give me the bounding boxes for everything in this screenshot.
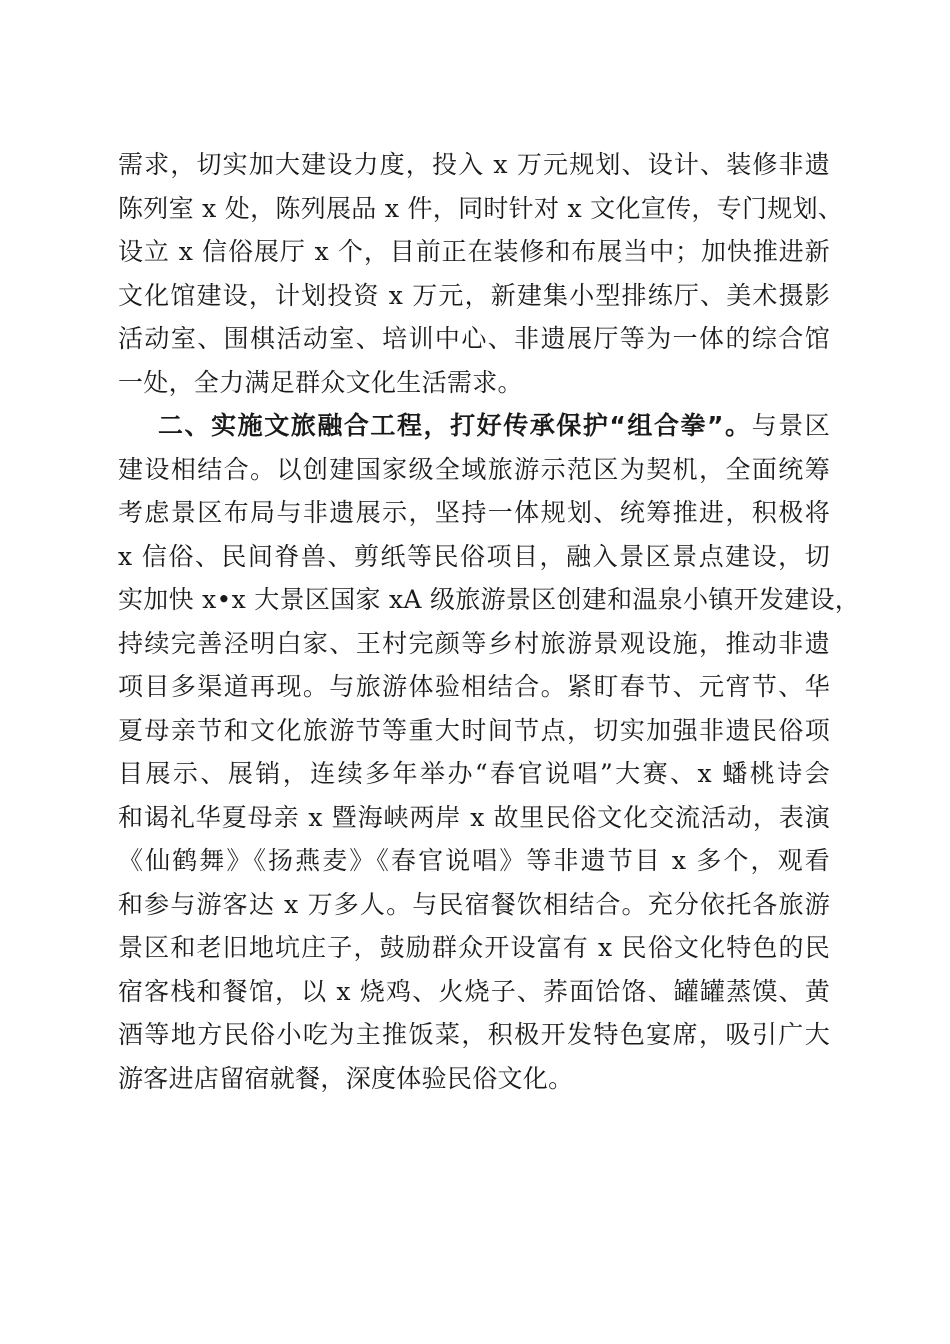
- paragraph-line: 夏母亲节和文化旅游节等重大时间节点，切实加强非遗民俗项: [118, 715, 830, 745]
- paragraph-line: 游客进店留宿就餐，深度体验民俗文化。: [118, 1063, 574, 1093]
- paragraph-line: 一处，全力满足群众文化生活需求。: [118, 367, 523, 397]
- paragraph-line: 和谒礼华夏母亲 x 暨海峡两岸 x 故里民俗文化交流活动，表演: [118, 802, 830, 832]
- paragraph-line: 持续完善泾明白家、王村完颜等乡村旅游景观设施，推动非遗: [118, 628, 830, 658]
- paragraph-line: 和参与游客达 x 万多人。与民宿餐饮相结合。充分依托各旅游: [118, 889, 830, 919]
- paragraph-line: 考虑景区布局与非遗展示，坚持一体规划、统筹推进，积极将: [118, 498, 830, 527]
- paragraph-line: 陈列室 x 处，陈列展品 x 件，同时针对 x 文化宣传，专门规划、: [118, 193, 844, 223]
- paragraph-line: 设立 x 信俗展厅 x 个，目前正在装修和布展当中；加快推进新: [118, 237, 830, 266]
- section-heading: 二、实施文旅融合工程，打好传承保护“组合拳”。: [158, 411, 752, 440]
- paragraph-line: 活动室、围棋活动室、培训中心、非遗展厅等为一体的综合馆: [118, 324, 830, 353]
- paragraph-line: 景区和老旧地坑庄子，鼓励群众开设富有 x 民俗文化特色的民: [118, 933, 830, 962]
- paragraph-line: 需求，切实加大建设力度，投入 x 万元规划、设计、装修非遗: [118, 150, 830, 179]
- section-heading-line: [118, 404, 830, 448]
- paragraph-line: x 信俗、民间脊兽、剪纸等民俗项目，融入景区景点建设，切: [118, 541, 830, 571]
- paragraph-2: [118, 404, 861, 1100]
- paragraph-line: 宿客栈和餐馆，以 x 烧鸡、火烧子、荞面饸饹、罐罐蒸馍、黄: [118, 976, 830, 1006]
- paragraph-line: 《仙鹤舞》《扬燕麦》《春官说唱》等非遗节目 x 多个，观看: [118, 846, 830, 875]
- paragraph-line: 文化馆建设，计划投资 x 万元，新建集小型排练厅、美术摄影: [118, 280, 830, 310]
- document-body: [118, 143, 861, 1100]
- paragraph-line: 目展示、展销，连续多年举办“春官说唱”大赛、x 蟠桃诗会: [118, 759, 830, 788]
- paragraph-line: 项目多渠道再现。与旅游体验相结合。紧盯春节、元宵节、华: [118, 672, 830, 701]
- paragraph-1: [118, 143, 844, 404]
- paragraph-line: 酒等地方民俗小吃为主推饭菜，积极开发特色宴席，吸引广大: [118, 1020, 830, 1049]
- paragraph-line: 建设相结合。以创建国家级全域旅游示范区为契机，全面统筹: [118, 454, 830, 484]
- heading-line-rest: 与景区: [751, 411, 831, 440]
- paragraph-line: 实加快 x•x 大景区国家 xA 级旅游景区创建和温泉小镇开发建设，: [118, 585, 861, 614]
